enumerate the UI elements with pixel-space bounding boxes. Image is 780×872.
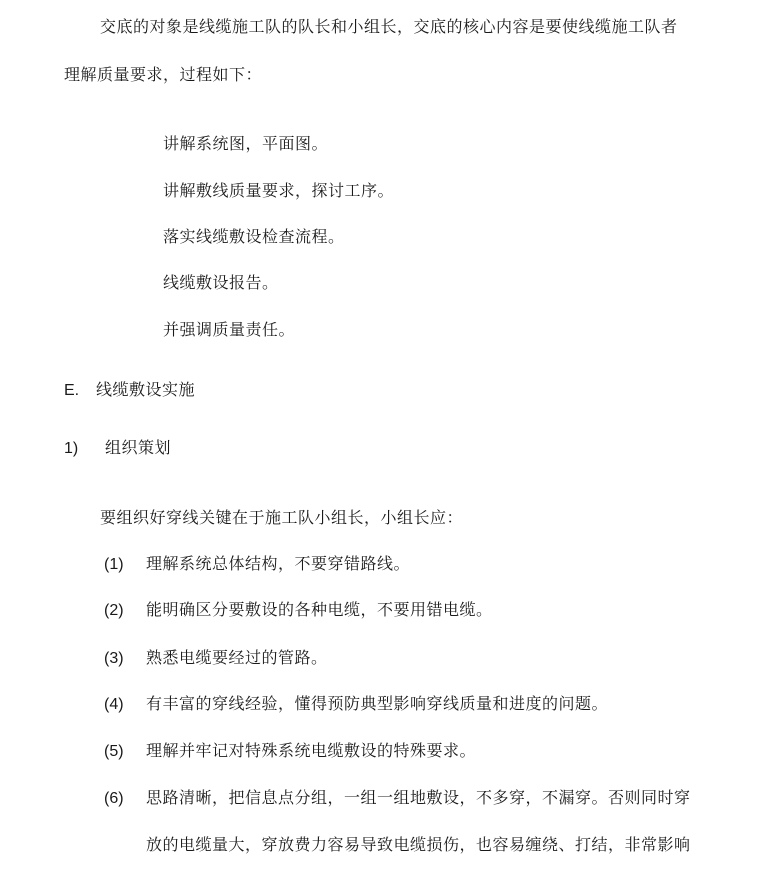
list-item-text: 思路清晰，把信息点分组，一组一组地敷设，不多穿，不漏穿。否则同时穿 [146,788,691,807]
list-item-text: 熟悉电缆要经过的管路。 [146,648,328,667]
list-item-text: 能明确区分要敷设的各种电缆，不要用错电缆。 [146,600,493,619]
step-item: 并强调质量责任。 [163,320,296,339]
list-item-text: 理解系统总体结构，不要穿错路线。 [146,554,411,573]
section-heading: 线缆敷设实施 [96,380,196,399]
subsection-marker: 1) [64,440,79,457]
step-item: 落实线缆敷设检查流程。 [163,227,345,246]
intro-paragraph-line-1: 交底的对象是线缆施工队的队长和小组长，交底的核心内容是要使线缆施工队者 [100,17,678,36]
subsection-heading: 组织策划 [105,438,172,457]
section-marker: E. [64,382,80,399]
list-item-text-continuation: 放的电缆量大，穿放费力容易导致电缆损伤，也容易缠绕、打结，非常影响 [146,835,691,854]
list-item-number: (5) [104,743,124,760]
list-item-number: (3) [104,650,124,667]
list-item-number: (6) [104,790,124,807]
step-item: 讲解系统图，平面图。 [163,134,329,153]
list-item-number: (4) [104,696,124,713]
step-item: 讲解敷线质量要求，探讨工序。 [163,181,395,200]
list-item-number: (1) [104,556,124,573]
list-item-text: 有丰富的穿线经验，懂得预防典型影响穿线质量和进度的问题。 [146,694,609,713]
step-item: 线缆敷设报告。 [163,273,279,292]
list-item-number: (2) [104,602,124,619]
intro-paragraph-line-2: 理解质量要求，过程如下： [64,65,263,84]
list-item-text: 理解并牢记对特殊系统电缆敷设的特殊要求。 [146,741,477,760]
lead-paragraph: 要组织好穿线关键在于施工队小组长，小组长应： [100,508,464,527]
